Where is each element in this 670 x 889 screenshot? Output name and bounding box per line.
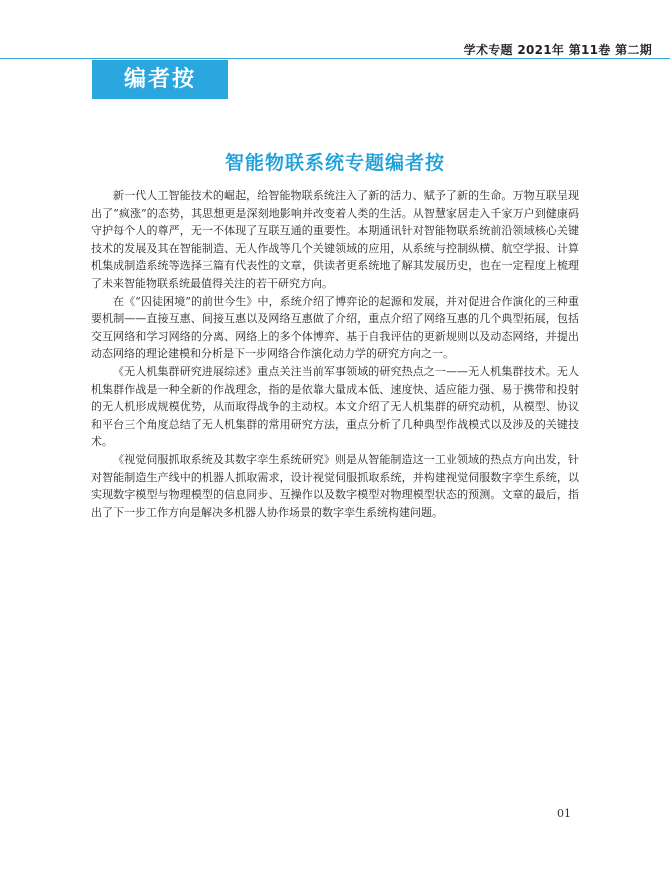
article-body: [91, 187, 579, 521]
column-label: 编者按: [92, 60, 228, 99]
paragraph-uav-swarm: 《无人机集群研究进展综述》重点关注当前军事领域的研究热点之一——无人机集群技术。无人机集群作战是一种全新的作战理念，指的是依靠大量成本低、速度快、适应能力强、易于携带和投射的无人机形成规模优势，从而取得战争的主动权。本文介绍了无人机集群的研究动机，从模型、协议和平台三个角度总结了无人机集群的常用研究方法，重点分析了几种典型作战模式以及涉及的关键技术。: [91, 364, 579, 449]
article-title: 智能物联系统专题编者按: [224, 152, 445, 174]
paragraph-digital-twin: 《视觉伺服抓取系统及其数字孪生系统研究》则是从智能制造这一工业领域的热点方向出发，针对智能制造生产线中的机器人抓取需求，设计视觉伺服抓取系统，并构建视觉伺服数字孪生系统，以实现数字模型与物理模型的信息同步、互操作以及数字模型对物理模型状态的预测。文章的最后，指出了下一步工作方向是解决多机器人协作场景的数字孪生系统构建问题。: [91, 452, 579, 519]
page-number: 01: [557, 807, 571, 820]
paragraph-intro: 新一代人工智能技术的崛起，给智能物联系统注入了新的活力、赋予了新的生命。万物互联呈现出了“疯涨”的态势，其思想更是深刻地影响并改变着人类的生活。从智慧家居走入千家万户到健康码守护每个人的尊严，无一不体现了互联互通的重要性。本期通讯针对智能物联系统前沿领域核心关键技术的发展及其在智能制造、无人作战等几个关键领域的应用，从系统与控制纵横、航空学报、计算机集成制造系统等选择三篇有代表性的文章，供读者更系统地了解其发展历史，也在一定程度上梳理了未来智能物联系统最值得关注的若干研究方向。: [91, 189, 579, 290]
header-rule: [0, 58, 670, 59]
paragraph-game-theory: 在《“囚徒困境”的前世今生》中，系统介绍了博弈论的起源和发展，并对促进合作演化的三种重要机制——直接互惠、间接互惠以及网络互惠做了介绍，重点介绍了网络互惠的几个典型拓展，包括交互网络和学习网络的分离、网络上的多个体博弈、基于自我评估的更新规则以及动态网络，并提出动态网络的理论建模和分析是下一步网络合作演化动力学的研究方向之一。: [91, 294, 579, 361]
running-header: 学术专题 2021年 第11卷 第二期: [463, 43, 652, 57]
